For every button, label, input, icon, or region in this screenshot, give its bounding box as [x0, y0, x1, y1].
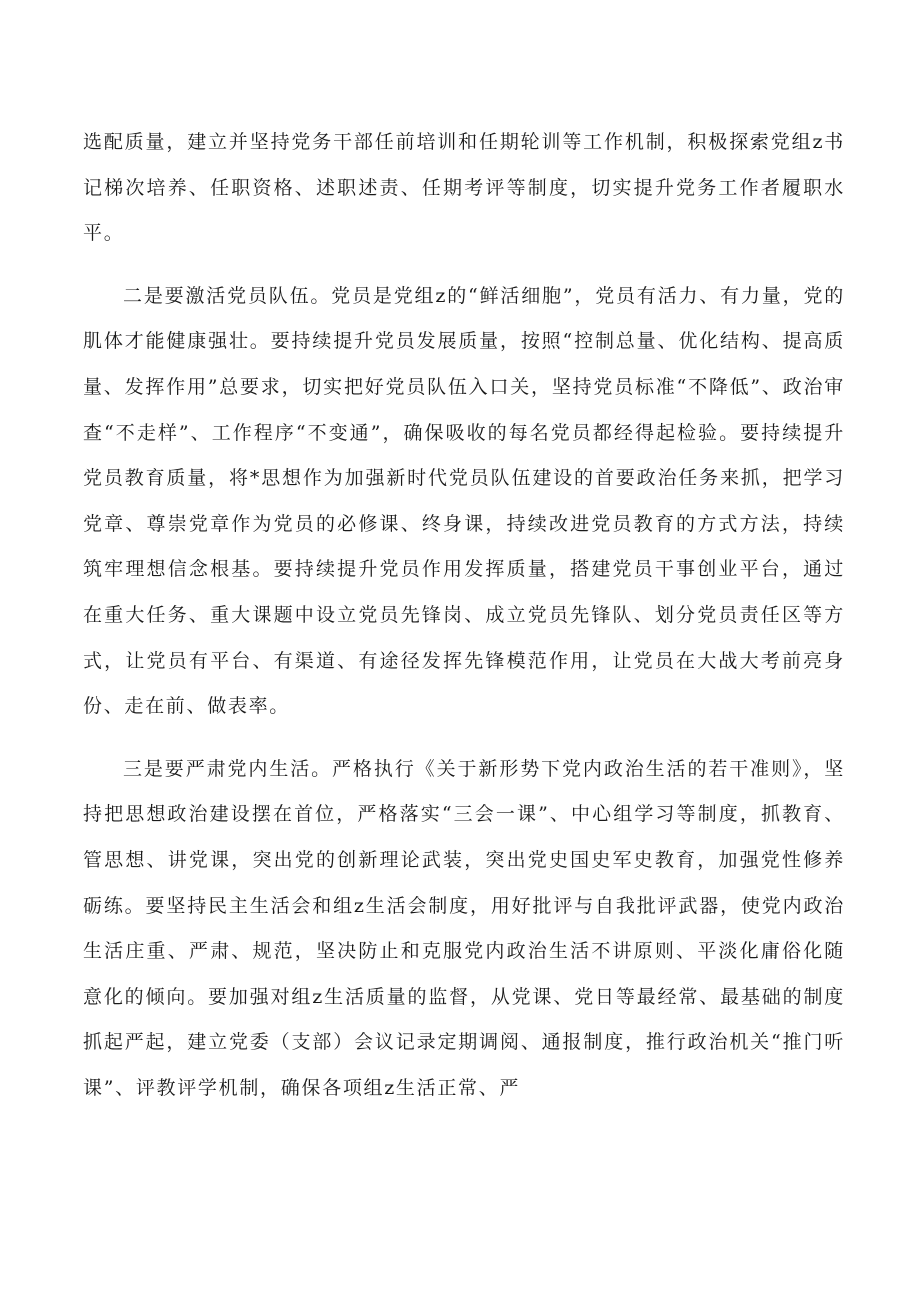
paragraph-activate-party-members: 二是要激活党员队伍。党员是党组z的“鲜活细胞”，党员有活力、有力量，党的肌体才能健康强壮。要持续提升党员发展质量，按照“控制总量、优化结构、提高质量、发挥作用”总要求，切实把好党员队伍入口关，坚持党员标准“不降低”、政治审查“不走样”、工作程序“不变通”，确保吸收的每名党员都经得起检验。要持续提升党员教育质量，将*思想作为加强新时代党员队伍建设的首要政治任务来抓，把学习党章、尊崇党章作为党员的必修课、终身课，持续改进党员教育的方式方法，持续筑牢理想信念根基。要持续提升党员作用发挥质量，搭建党员干事创业平台，通过在重大任务、重大课题中设立党员先锋岗、成立党员先锋队、划分党员责任区等方式，让党员有平台、有渠道、有途径发挥先锋模范作用，让党员在大战大考前亮身份、走在前、做表率。	[83, 284, 845, 718]
document-body	[83, 120, 845, 1128]
paragraph-strict-party-life: 三是要严肃党内生活。严格执行《关于新形势下党内政治生活的若干准则》，坚持把思想政治建设摆在首位，严格落实“三会一课”、中心组学习等制度，抓教育、管思想、讲党课，突出党的创新理论武装，突出党史国史军史教育，加强党性修养砺练。要坚持民主生活会和组z生活会制度，用好批评与自我批评武器，使党内政治生活庄重、严肃、规范，坚决防止和克服党内政治生活不讲原则、平淡化庸俗化随意化的倾向。要加强对组z生活质量的监督，从党课、党日等最经常、最基础的制度抓起严起，建立党委（支部）会议记录定期调阅、通报制度，推行政治机关“推门听课”、评教评学机制，确保各项组z生活正常、严	[83, 757, 845, 1099]
paragraph-continuation: 选配质量，建立并坚持党务干部任前培训和任期轮训等工作机制，积极探索党组z书记梯次培养、任职资格、述职述责、任期考评等制度，切实提升党务工作者履职水平。	[83, 131, 845, 245]
